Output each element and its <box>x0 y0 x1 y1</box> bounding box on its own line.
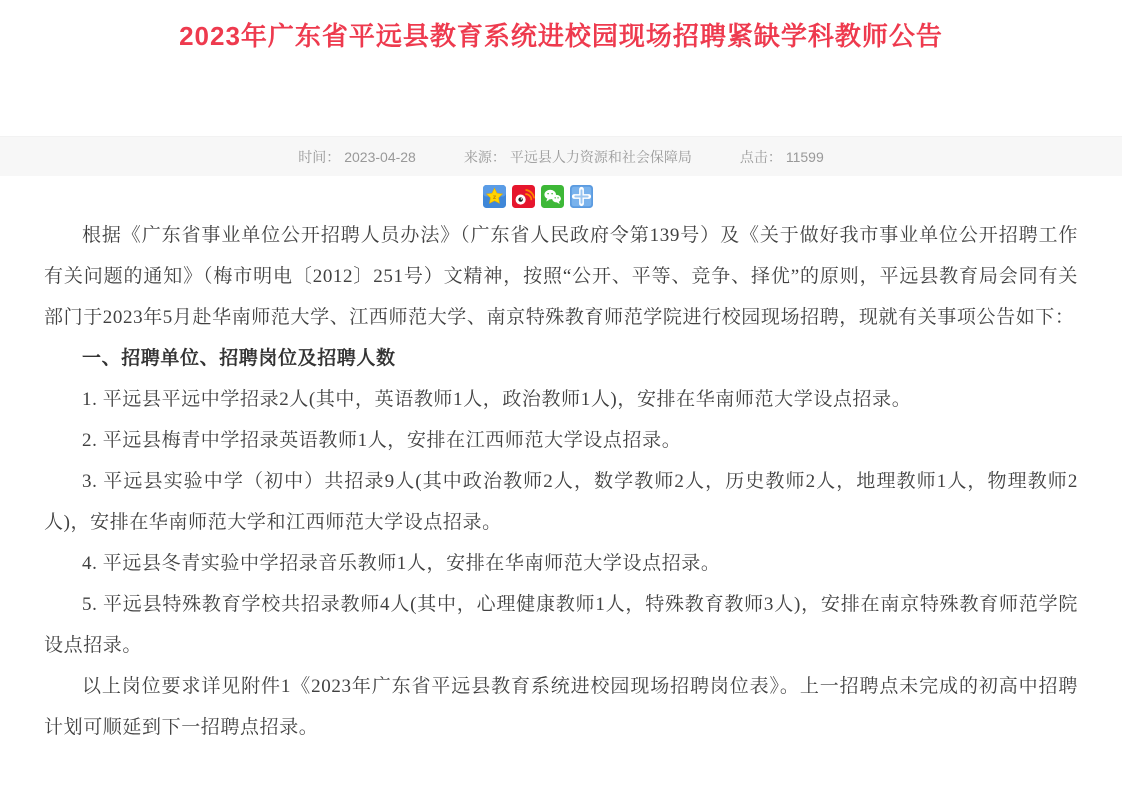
svg-text:z: z <box>492 194 497 201</box>
recruit-item-4: 4. 平远县冬青实验中学招录音乐教师1人，安排在华南师范大学设点招录。 <box>82 553 721 574</box>
recruit-item-5: 5. 平远县特殊教育学校共招录教师4人(其中，心理健康教师1人，特殊教育教师3人)，安排在南京特殊教育师范学院设点招录。 <box>44 594 1078 656</box>
recruit-item-2: 2. 平远县梅青中学招录英语教师1人，安排在江西师范大学设点招录。 <box>82 430 682 451</box>
meta-time-label: 时间： <box>298 148 341 165</box>
page-title: 2023年广东省平远县教育系统进校园现场招聘紧缺学科教师公告 <box>179 21 943 51</box>
section-heading-1: 一、招聘单位、招聘岗位及招聘人数 <box>82 348 396 369</box>
meta-clicks-label: 点击： <box>739 148 782 165</box>
share-buttons-row <box>0 183 1099 209</box>
closing-paragraph: 以上岗位要求详见附件1《2023年广东省平远县教育系统进校园现场招聘岗位表》。上一招聘点未完成的初高中招聘计划可顺延到下一招聘点招录。 <box>44 676 1078 738</box>
more-share-icon[interactable] <box>570 185 593 208</box>
meta-source-value: 平远县人力资源和社会保障局 <box>509 148 692 165</box>
meta-time-value: 2023-04-28 <box>344 148 416 165</box>
meta-clicks-value: 11599 <box>785 148 824 165</box>
intro-paragraph: 根据《广东省事业单位公开招聘人员办法》（广东省人民政府令第139号）及《关于做好我市事业单位公开招聘工作有关问题的通知》（梅市明电〔2012〕251号）文精神，按照“公开、平等、竞争、择优”的原则，平远县教育局会同有关部门于2023年5月赴华南师范大学、江西师范大学、南京特殊教育师范学院进行校园现场招聘，现就有关事项公告如下： <box>44 225 1078 328</box>
meta-source <box>464 147 692 167</box>
meta-time <box>298 147 416 167</box>
article-body <box>0 215 1122 774</box>
weibo-share-icon[interactable] <box>512 185 535 208</box>
meta-source-label: 来源： <box>463 148 506 165</box>
recruit-item-3: 3. 平远县实验中学（初中）共招录9人(其中政治教师2人，数学教师2人，历史教师2人，地理教师1人，物理教师2人)，安排在华南师范大学和江西师范大学设点招录。 <box>44 471 1078 533</box>
article-meta-bar <box>0 136 1122 176</box>
recruit-item-1: 1. 平远县平远中学招录2人(其中，英语教师1人，政治教师1人)，安排在华南师范大学设点招录。 <box>82 389 912 410</box>
meta-clicks <box>740 147 824 167</box>
qzone-share-icon[interactable] <box>483 185 506 208</box>
wechat-share-icon[interactable] <box>541 185 564 208</box>
